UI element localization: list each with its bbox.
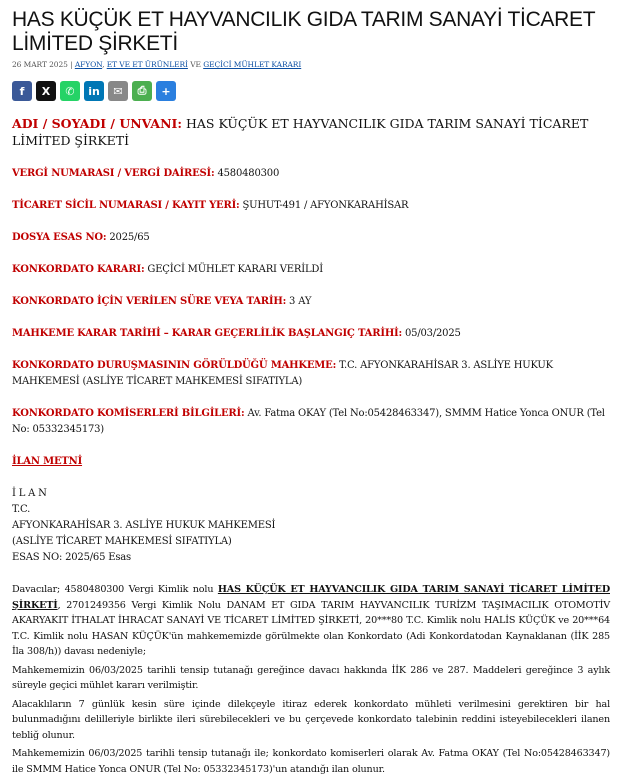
share-bar bbox=[12, 81, 610, 101]
post-meta: 26 MART 2025 | AFYON, ET VE ET ÜRÜNLERİ VE GEÇİCİ MÜHLET KARARI bbox=[12, 60, 302, 69]
post-date: 26 MART 2025 bbox=[12, 60, 68, 69]
print-icon[interactable]: ⎙ bbox=[132, 81, 152, 101]
notice-header: İ L A N T.C. AFYONKARAHİSAR 3. ASLİYE HUKUK MAHKEMESİ (ASLİYE TİCARET MAHKEMESİ SIFATIYLA) ESAS NO: 2025/65 Esas bbox=[12, 488, 276, 563]
share-icon[interactable]: + bbox=[156, 81, 176, 101]
notice-paragraph-4: Mahkememizin 06/03/2025 tarihli tensip tutanağı ile; konkordato komiserleri olarak Av. Fatma OKAY (Tel No:05428463347) ile SMMM Hatice Yonca ONUR (Tel No: 05332345173)'un atandığı ilan olunur. bbox=[12, 748, 610, 775]
x-icon[interactable]: X bbox=[36, 81, 56, 101]
notice-heading: İLAN METNİ bbox=[12, 456, 83, 467]
field-court: KONKORDATO DURUŞMASININ GÖRÜLDÜĞÜ MAHKEME: T.C. AFYONKARAHİSAR 3. ASLİYE HUKUK MAHKEMESİ (ASLİYE TİCARET MAHKEMESİ SIFATIYLA) bbox=[12, 360, 553, 387]
linkedin-icon[interactable]: in bbox=[84, 81, 104, 101]
notice-paragraph-2: Mahkememizin 06/03/2025 tarihli tensip tutanağı gereğince davacı hakkında İİK 286 ve 287. Maddeleri gereğince 3 aylık süreyle geçici mühlet kararı verilmiştir. bbox=[12, 664, 610, 691]
category-link-afyon[interactable]: AFYON bbox=[74, 60, 103, 69]
field-commissioners: KONKORDATO KOMİSERLERİ BİLGİLERİ: Av. Fatma OKAY (Tel No:05428463347), SMMM Hatice Yonca ONUR (Tel No: 05332345173) bbox=[12, 408, 605, 435]
whatsapp-icon[interactable]: ✆ bbox=[60, 81, 80, 101]
facebook-icon[interactable]: f bbox=[12, 81, 32, 101]
email-icon[interactable]: ✉ bbox=[108, 81, 128, 101]
category-link-et[interactable]: ET VE ET ÜRÜNLERİ bbox=[106, 60, 188, 69]
article bbox=[12, 0, 610, 777]
notice-paragraph-1: Davacılar; 4580480300 Vergi Kimlik nolu HAS KÜÇÜK ET HAYVANCILIK GIDA TARIM SANAYİ TİCARET LİMİTED ŞİRKETİ, 2701249356 Vergi Kimlik Nolu DANAM ET GIDA TARIM HAYVANCILIK TURİZM TAŞIMACILIK OTOMOTİV AKARYAKIT İTHALAT İHRACAT SANAYİ VE TİCARET LİMİTED ŞİRKETİ, 20***80 T.C. Kimlik nolu HALİS KÜÇÜK ve 20***64 T.C. Kimlik nolu HASAN KÜÇÜK'ün mahkememizde görülmekte olan Konkordato (Adi Konkordatodan Kaynaklanan (İİK 285 İla 308/h)) davası nedeniyle; bbox=[12, 584, 610, 657]
page-title: HAS KÜÇÜK ET HAYVANCILIK GIDA TARIM SANAYİ TİCARET LİMİTED ŞİRKETİ bbox=[12, 8, 595, 55]
field-registry: TİCARET SİCİL NUMARASI / KAYIT YERİ: ŞUHUT-491 / AFYONKARAHİSAR bbox=[12, 200, 409, 211]
field-date: MAHKEME KARAR TARİHİ – KARAR GEÇERLİLİK BAŞLANGIÇ TARİHİ: 05/03/2025 bbox=[12, 328, 461, 339]
field-file: DOSYA ESAS NO: 2025/65 bbox=[12, 232, 150, 243]
category-link-gecici[interactable]: GEÇİCİ MÜHLET KARARI bbox=[203, 60, 302, 69]
field-tax: VERGİ NUMARASI / VERGİ DAİRESİ: 4580480300 bbox=[12, 168, 280, 179]
field-name: ADI / SOYADI / UNVANI: HAS KÜÇÜK ET HAYVANCILIK GIDA TARIM SANAYİ TİCARET LİMİTED ŞİRKETİ bbox=[12, 116, 589, 148]
field-decision: KONKORDATO KARARI: GEÇİCİ MÜHLET KARARI VERİLDİ bbox=[12, 264, 323, 275]
notice-paragraph-3: Alacaklıların 7 günlük kesin süre içinde dilekçeyle itiraz ederek konkordato mühleti verilmesini gerektiren bir hal bulunmadığını delilleriyle birlikte ileri sürebilecekleri ve bu çerçevede konkordato talebinin reddini isteyebilecekleri ilanen tebliğ olunur. bbox=[12, 698, 610, 741]
field-duration: KONKORDATO İÇİN VERİLEN SÜRE VEYA TARİH: 3 AY bbox=[12, 296, 312, 307]
